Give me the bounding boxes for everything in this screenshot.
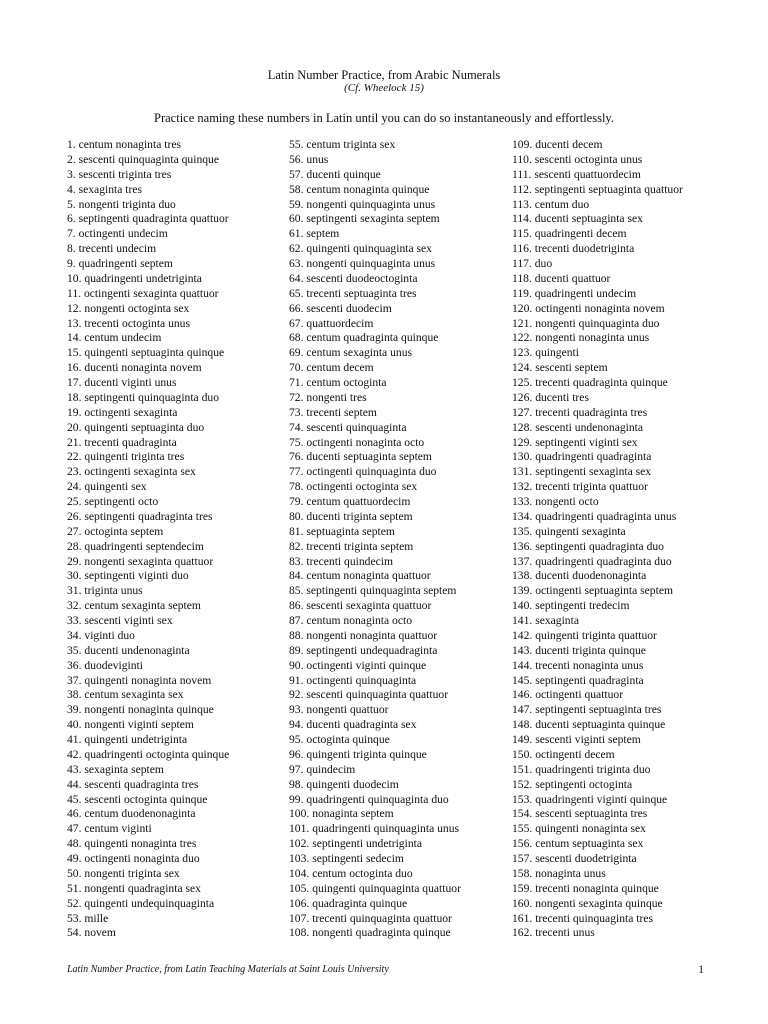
number-list-item: 129. septingenti viginti sex — [512, 435, 638, 449]
number-list-item: 135. quingenti sexaginta — [512, 524, 626, 538]
number-list-item: 47. centum viginti — [67, 822, 152, 836]
number-list-item: 17. ducenti viginti unus — [67, 376, 177, 389]
instructions-text: Practice naming these numbers in Latin until you can do so instantaneously and effortlessly. — [154, 111, 614, 125]
number-list-item: 58. centum nonaginta quinque — [289, 182, 430, 196]
number-list-item: 86. sescenti sexaginta quattuor — [289, 599, 432, 613]
number-list-item: 112. septingenti septuaginta quattuor — [512, 182, 683, 196]
number-list-item: 134. quadringenti quadraginta unus — [512, 509, 677, 523]
number-list-item: 123. quingenti — [512, 346, 579, 360]
number-list-item: 76. ducenti septuaginta septem — [289, 450, 432, 464]
number-list-item: 57. ducenti quinque — [289, 167, 381, 181]
number-list-item: 10. quadringenti undetriginta — [67, 271, 202, 285]
number-list-item: 153. quadringenti viginti quinque — [512, 792, 668, 806]
number-list-item: 84. centum nonaginta quattuor — [289, 569, 431, 583]
number-list-item: 141. sexaginta — [512, 614, 579, 627]
number-list-item: 143. ducenti triginta quinque — [512, 643, 646, 657]
number-list-item: 128. sescenti undenonaginta — [512, 420, 644, 434]
number-list-item: 159. trecenti nonaginta quinque — [512, 881, 659, 895]
number-list-item: 33. sescenti viginti sex — [67, 614, 173, 627]
number-list-item: 28. quadringenti septendecim — [67, 539, 204, 553]
number-list-item: 136. septingenti quadraginta duo — [512, 539, 664, 553]
number-list-item: 62. quingenti quinquaginta sex — [289, 242, 432, 256]
number-list-item: 31. triginta unus — [67, 584, 143, 598]
number-list-item: 87. centum nonaginta octo — [289, 614, 412, 627]
number-list-item: 43. sexaginta septem — [67, 762, 164, 776]
number-list-item: 23. octingenti sexaginta sex — [67, 465, 196, 479]
number-list-item: 121. nongenti quinquaginta duo — [512, 316, 660, 330]
number-list-item: 72. nongenti tres — [289, 390, 367, 404]
number-list-item: 38. centum sexaginta sex — [67, 688, 184, 702]
number-list-item: 110. sescenti octoginta unus — [512, 152, 643, 166]
number-list-item: 11. octingenti sexaginta quattuor — [67, 286, 219, 300]
number-list-item: 37. quingenti nonaginta novem — [67, 673, 212, 687]
number-list-item: 90. octingenti viginti quinque — [289, 658, 427, 672]
number-list-item: 100. nonaginta septem — [289, 807, 394, 821]
number-list-item: 63. nongenti quinquaginta unus — [289, 257, 436, 270]
number-list-item: 48. quingenti nonaginta tres — [67, 837, 197, 851]
number-list-item: 61. septem — [289, 227, 340, 241]
number-list-item: 45. sescenti octoginta quinque — [67, 792, 208, 806]
number-list-item: 115. quadringenti decem — [512, 227, 627, 241]
number-list-item: 145. septingenti quadraginta — [512, 673, 644, 687]
number-list-item: 94. ducenti quadraginta sex — [289, 718, 417, 732]
number-list-item: 119. quadringenti undecim — [512, 286, 637, 300]
number-list-item: 22. quingenti triginta tres — [67, 450, 185, 464]
number-list-item: 160. nongenti sexaginta quinque — [512, 896, 663, 910]
number-list-item: 83. trecenti quindecim — [289, 554, 393, 568]
number-list-item: 133. nongenti octo — [512, 495, 599, 508]
number-list-item: 80. ducenti triginta septem — [289, 509, 413, 523]
number-list-item: 142. quingenti triginta quattuor — [512, 628, 657, 642]
number-list-item: 2. sescenti quinquaginta quinque — [67, 152, 219, 166]
number-list-item: 158. nonaginta unus — [512, 866, 606, 880]
number-list-item: 150. octingenti decem — [512, 747, 615, 761]
number-list-item: 65. trecenti septuaginta tres — [289, 286, 417, 300]
number-list-item: 21. trecenti quadraginta — [67, 435, 177, 449]
number-list-item: 82. trecenti triginta septem — [289, 539, 414, 553]
number-list-item: 8. trecenti undecim — [67, 242, 157, 256]
number-list-item: 46. centum duodenonaginta — [67, 807, 196, 821]
number-list-item: 96. quingenti triginta quinque — [289, 747, 427, 761]
number-list-item: 99. quadringenti quinquaginta duo — [289, 792, 449, 806]
number-list-item: 64. sescenti duodeoctoginta — [289, 271, 418, 285]
number-list-item: 68. centum quadraginta quinque — [289, 331, 439, 345]
number-list-item: 56. unus — [289, 152, 329, 166]
number-list-item: 139. octingenti septuaginta septem — [512, 584, 673, 598]
number-list-item: 34. viginti duo — [67, 628, 135, 642]
number-list-item: 51. nongenti quadraginta sex — [67, 881, 201, 895]
number-list-item: 127. trecenti quadraginta tres — [512, 405, 648, 419]
number-list-item: 93. nongenti quattuor — [289, 703, 389, 717]
number-list-item: 154. sescenti septuaginta tres — [512, 807, 648, 821]
number-list-item: 35. ducenti undenonaginta — [67, 643, 190, 657]
number-list-item: 67. quattuordecim — [289, 316, 374, 330]
number-list-item: 155. quingenti nonaginta sex — [512, 822, 646, 836]
number-list-item: 102. septingenti undetriginta — [289, 837, 422, 851]
number-list-item: 75. octingenti nonaginta octo — [289, 435, 425, 449]
number-list-item: 55. centum triginta sex — [289, 138, 396, 151]
number-list-item: 162. trecenti unus — [512, 926, 595, 940]
number-list-item: 9. quadringenti septem — [67, 257, 173, 270]
number-list-item: 60. septingenti sexaginta septem — [289, 212, 440, 226]
number-list-item: 146. octingenti quattuor — [512, 688, 624, 702]
number-list-item: 109. ducenti decem — [512, 138, 603, 151]
number-list-item: 5. nongenti triginta duo — [67, 197, 176, 211]
number-list-item: 147. septingenti septuaginta tres — [512, 703, 662, 717]
number-list-item: 161. trecenti quinquaginta tres — [512, 911, 654, 925]
number-list-item: 124. sescenti septem — [512, 361, 608, 375]
number-list-item: 126. ducenti tres — [512, 390, 589, 404]
number-list-item: 40. nongenti viginti septem — [67, 718, 194, 732]
number-list-item: 25. septingenti octo — [67, 495, 159, 508]
number-list-item: 54. novem — [67, 926, 116, 940]
number-list-item: 20. quingenti septuaginta duo — [67, 420, 205, 434]
number-list-item: 122. nongenti nonaginta unus — [512, 331, 650, 345]
number-list-item: 113. centum duo — [512, 197, 590, 211]
number-list-item: 13. trecenti octoginta unus — [67, 316, 190, 330]
number-list-item: 29. nongenti sexaginta quattuor — [67, 554, 214, 568]
number-list-item: 144. trecenti nonaginta unus — [512, 658, 644, 672]
number-list-item: 24. quingenti sex — [67, 480, 147, 494]
number-list-item: 104. centum octoginta duo — [289, 866, 413, 880]
number-list-item: 106. quadraginta quinque — [289, 896, 408, 910]
number-list-item: 36. duodeviginti — [67, 658, 143, 672]
number-list-item: 138. ducenti duodenonaginta — [512, 569, 647, 583]
number-list-item: 6. septingenti quadraginta quattuor — [67, 212, 229, 226]
number-list-item: 49. octingenti nonaginta duo — [67, 852, 200, 865]
number-list-item: 73. trecenti septem — [289, 405, 377, 419]
number-list-item: 15. quingenti septuaginta quinque — [67, 346, 225, 360]
number-list-item: 39. nongenti nonaginta quinque — [67, 703, 214, 717]
number-list-item: 30. septingenti viginti duo — [67, 569, 189, 583]
number-list-item: 108. nongenti quadraginta quinque — [289, 926, 451, 940]
number-list-item: 44. sescenti quadraginta tres — [67, 777, 199, 791]
number-list-item: 16. ducenti nonaginta novem — [67, 361, 202, 375]
document-subtitle: (Cf. Wheelock 15) — [344, 82, 424, 94]
number-list-item: 97. quindecim — [289, 762, 356, 776]
number-list-item: 120. octingenti nonaginta novem — [512, 301, 665, 315]
number-list-item: 19. octingenti sexaginta — [67, 405, 178, 419]
number-list-item: 50. nongenti triginta sex — [67, 866, 180, 880]
number-list-item: 85. septingenti quinquaginta septem — [289, 584, 457, 598]
number-list-item: 130. quadringenti quadraginta — [512, 450, 652, 464]
number-list-item: 95. octoginta quinque — [289, 733, 390, 746]
number-list-item: 7. octingenti undecim — [67, 227, 168, 241]
number-list-item: 74. sescenti quinquaginta — [289, 420, 407, 434]
number-list-item: 105. quingenti quinquaginta quattuor — [289, 881, 461, 895]
number-list-item: 66. sescenti duodecim — [289, 301, 392, 315]
footer-text: Latin Number Practice, from Latin Teaching Materials at Saint Louis University — [67, 964, 389, 975]
number-list-item: 41. quingenti undetriginta — [67, 733, 188, 746]
number-list-item: 88. nongenti nonaginta quattuor — [289, 628, 438, 642]
number-list-item: 3. sescenti triginta tres — [67, 167, 172, 181]
document-title: Latin Number Practice, from Arabic Numerals — [267, 68, 501, 82]
number-list-item: 92. sescenti quinquaginta quattuor — [289, 688, 449, 702]
number-list-item: 152. septingenti octoginta — [512, 777, 633, 791]
number-list-item: 114. ducenti septuaginta sex — [512, 212, 643, 226]
number-list-item: 117. duo — [512, 257, 553, 270]
number-list-item: 156. centum septuaginta sex — [512, 837, 644, 851]
number-list-item: 32. centum sexaginta septem — [67, 599, 201, 613]
number-list-item: 157. sescenti duodetriginta — [512, 852, 637, 865]
number-list-item: 137. quadringenti quadraginta duo — [512, 554, 672, 568]
number-list-item: 148. ducenti septuaginta quinque — [512, 718, 666, 732]
number-list-item: 27. octoginta septem — [67, 524, 164, 538]
number-list-item: 70. centum decem — [289, 361, 374, 375]
number-list-item: 81. septuaginta septem — [289, 524, 395, 538]
number-list-item: 131. septingenti sexaginta sex — [512, 465, 652, 479]
number-list-item: 12. nongenti octoginta sex — [67, 301, 190, 315]
number-list-item: 125. trecenti quadraginta quinque — [512, 376, 668, 389]
number-list-item: 52. quingenti undequinquaginta — [67, 896, 215, 910]
number-list-item: 53. mille — [67, 911, 109, 925]
number-list-item: 71. centum octoginta — [289, 376, 387, 389]
number-list-item: 140. septingenti tredecim — [512, 599, 630, 613]
number-list-item: 77. octingenti quinquaginta duo — [289, 465, 437, 479]
number-list-item: 151. quadringenti triginta duo — [512, 762, 651, 776]
number-list-item: 4. sexaginta tres — [67, 182, 143, 196]
number-list-item: 91. octingenti quinquaginta — [289, 673, 417, 687]
number-list-item: 26. septingenti quadraginta tres — [67, 509, 213, 523]
number-list-item: 59. nongenti quinquaginta unus — [289, 197, 436, 211]
number-list-item: 98. quingenti duodecim — [289, 777, 399, 791]
number-list-item: 116. trecenti duodetriginta — [512, 242, 635, 256]
number-list-item: 111. sescenti quattuordecim — [512, 167, 641, 181]
number-list-item: 149. sescenti viginti septem — [512, 733, 641, 746]
number-list-item: 132. trecenti triginta quattuor — [512, 480, 648, 494]
page-number: 1 — [698, 964, 704, 976]
number-list-item: 18. septingenti quinquaginta duo — [67, 390, 219, 404]
number-list-item: 118. ducenti quattuor — [512, 271, 611, 285]
number-list-column-1 — [67, 138, 282, 941]
number-list-item: 103. septingenti sedecim — [289, 852, 404, 865]
number-list-item: 69. centum sexaginta unus — [289, 346, 412, 360]
number-list-item: 89. septingenti undequadraginta — [289, 643, 438, 657]
number-list-item: 79. centum quattuordecim — [289, 495, 411, 508]
number-list-item: 101. quadringenti quinquaginta unus — [289, 822, 460, 836]
number-list-column-2 — [289, 138, 504, 941]
number-list-item: 14. centum undecim — [67, 331, 162, 345]
number-list-item: 1. centum nonaginta tres — [67, 138, 181, 151]
number-list-column-3 — [512, 138, 742, 941]
number-list-item: 42. quadringenti octoginta quinque — [67, 747, 230, 761]
number-list-item: 78. octingenti octoginta sex — [289, 480, 418, 494]
number-list-item: 107. trecenti quinquaginta quattuor — [289, 911, 452, 925]
